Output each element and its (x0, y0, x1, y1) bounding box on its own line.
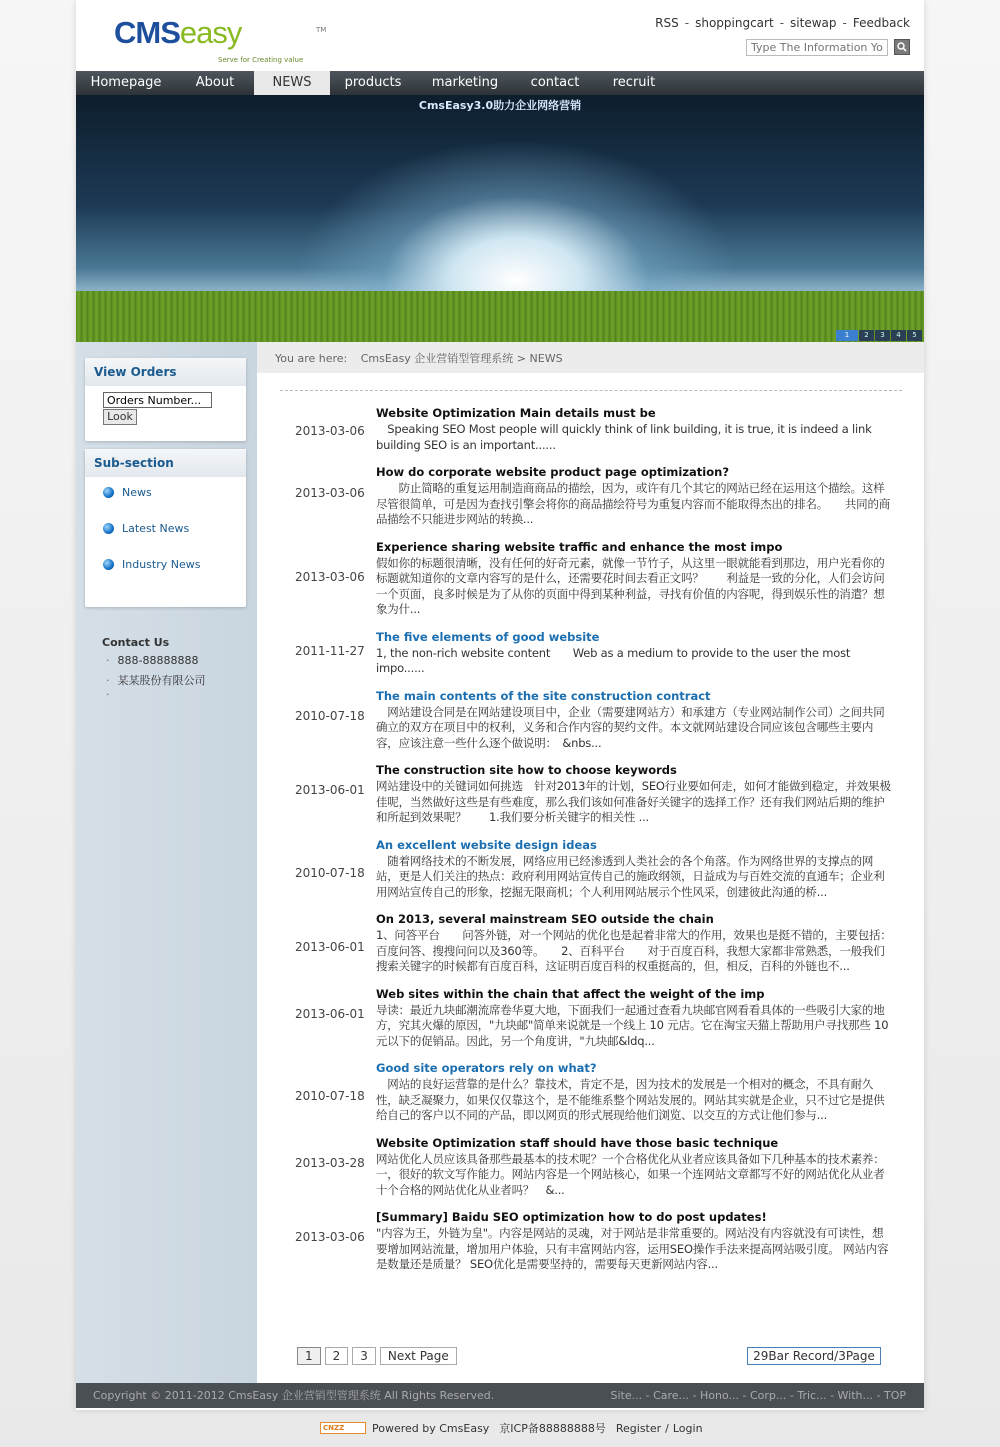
search-bar (746, 38, 910, 56)
contact-title: Contact Us (102, 636, 170, 649)
page-2-button[interactable]: 2 (325, 1347, 349, 1365)
hero-banner (76, 95, 924, 342)
footer (76, 1383, 924, 1408)
banner-slide-controls (835, 330, 922, 341)
contact-company-text: 某某股份有限公司 (117, 674, 206, 687)
list-item (276, 628, 896, 677)
article-title[interactable]: Website Optimization staff should have those basic technique (376, 1135, 779, 1150)
next-page-button[interactable]: Next Page (380, 1347, 457, 1365)
article-title[interactable]: [Summary] Baidu SEO optimization how to do post updates! (376, 1210, 767, 1224)
list-item (276, 1059, 896, 1124)
article-summary: 网站建设合同是在网站建设项目中，企业（需要建网站方）和承建方（专业网站制作公司）之间共同确立的双方在项目中的权利，义务和合作内容的契约文件。本文就网站建设合同应该包含哪些主要内容，应该注意一些什么逐个做说明： &nbs... (376, 704, 885, 750)
article-date: 2010-07-18 (295, 708, 365, 723)
subsection-item-latest-news[interactable] (103, 520, 189, 536)
login-link[interactable]: Login (672, 1421, 703, 1435)
article-date: 2011-11-27 (295, 643, 365, 658)
nav-products[interactable]: products (344, 75, 402, 90)
article-date: 2013-06-01 (295, 783, 365, 797)
article-date: 2013-03-06 (295, 424, 365, 438)
bottom-bar (320, 1420, 703, 1436)
article-summary: 防止简略的重复运用制造商商品的描绘，因为，或许有几个其它的网站已经在运用这个描绘。这样尽管很简单，可是因为查找引擎会将你的商品描绘符号为重复内容而不能取得杰出的排名。 共同的商品描绘不只能进步网站的转换... (376, 481, 891, 526)
top-link-rss[interactable]: RSS (655, 16, 679, 30)
article-summary: 假如你的标题很清晰，没有任何的好奇元素，就像一节竹子，从这里一眼就能看到那边，用户光看你的标题就知道你的文章内容写的是什么，还需要花时间去看正文吗？ 利益是一致的分化，人们会访问一个页面，良多时候是为了从你的页面中得到某种利益，寻找有价值的内容呢，得到娱乐性的消遣？想象为什... (376, 555, 885, 616)
article-summary: Speaking SEO Most people will quickly think of link building, it is true, it is indeed a link building SEO is an important...... (376, 422, 872, 452)
article-date: 2013-03-06 (295, 486, 365, 500)
subsection-item-label: Industry News (122, 557, 201, 571)
article-date: 2010-07-18 (295, 1089, 365, 1103)
logo-tagline: Serve for Creating value (218, 56, 304, 64)
breadcrumb-prefix: You are here: (275, 352, 348, 365)
contact-phone-text: 888-88888888 (117, 654, 199, 667)
article-title[interactable]: The main contents of the site construction contract (376, 688, 711, 703)
icp-number[interactable]: 京ICP备88888888号 (499, 1422, 606, 1435)
subsection-title: Sub-section (85, 449, 246, 477)
top-link-separator: - (684, 16, 690, 30)
logo-easy-text: easy (179, 15, 242, 50)
nav-recruit[interactable]: recruit (612, 75, 656, 90)
article-list (276, 404, 896, 1283)
sidebar (76, 342, 257, 1383)
article-summary: "内容为王，外链为皇"。内容是网站的灵魂，对于网站是非常重要的。网站没有内容就没有可读性，想要增加网站流量，增加用户体验，只有丰富网站内容，运用SEO操作手法来提高网站吸引度。 网站内容是数量还是质量？ SEO优化是需要坚持的，需要每天更新网站内容... (376, 1226, 889, 1271)
footer-link-corp[interactable]: Corp... (749, 1389, 787, 1402)
main-nav (76, 71, 924, 95)
breadcrumb (257, 342, 924, 373)
banner-grass-field (76, 291, 924, 342)
banner-caption: CmsEasy3.0助力企业网络营销 (418, 99, 582, 112)
article-title[interactable]: An excellent website design ideas (376, 837, 597, 852)
nav-about[interactable]: About (195, 75, 235, 90)
bullet-icon (103, 487, 114, 498)
article-title[interactable]: The five elements of good website (376, 629, 600, 644)
powered-by: Powered by CmsEasy (372, 1421, 490, 1435)
logo-cms-text: CMS (114, 15, 180, 50)
bullet-icon (103, 523, 114, 534)
banner-slide-5[interactable]: 5 (907, 330, 922, 341)
list-item (276, 538, 896, 618)
search-button[interactable] (894, 39, 910, 55)
article-title[interactable]: Experience sharing website traffic and enhance the most impo (376, 539, 783, 554)
list-item (276, 910, 896, 975)
footer-link-with[interactable]: With... (837, 1389, 874, 1402)
article-summary: 随着网络技术的不断发展，网络应用已经渗透到人类社会的各个角落。作为网络世界的支撑点的网站，更是人们关注的热点：政府利用网站宣传自己的施政纲领，日益成为与百姓交流的直通车；企业利用网站宣传自己的形象，挖掘无限商机；个人利用网站展示个性风采，创建彼此沟通的桥... (376, 853, 885, 899)
list-item (276, 761, 896, 826)
subsection-item-label: Latest News (122, 521, 190, 535)
article-date: 2013-06-01 (295, 940, 365, 954)
bullet-icon (103, 559, 114, 570)
nav-marketing[interactable]: marketing (431, 75, 499, 90)
search-input[interactable] (746, 39, 888, 56)
record-count: 29Bar Record/3Page (747, 1347, 881, 1365)
list-item (276, 1134, 896, 1199)
banner-slide-1[interactable]: 1 (836, 330, 858, 341)
article-title[interactable]: Web sites within the chain that affect the weight of the imp (376, 986, 765, 1001)
orders-title: View Orders (85, 358, 246, 386)
logo-tm: TM (316, 26, 327, 34)
article-date: 2013-03-06 (295, 1230, 365, 1244)
content-divider (280, 390, 902, 391)
orders-number-input[interactable] (103, 392, 212, 408)
site-logo[interactable] (114, 14, 327, 64)
article-date: 2013-03-28 (295, 1155, 365, 1170)
nav-contact[interactable]: contact (530, 75, 580, 90)
look-button[interactable]: Look (103, 409, 137, 425)
list-item (276, 985, 896, 1050)
nav-homepage[interactable]: Homepage (90, 75, 162, 90)
article-title[interactable]: On 2013, several mainstream SEO outside the chain (376, 912, 714, 926)
article-title[interactable]: Good site operators rely on what? (376, 1061, 597, 1075)
top-link-separator: - (842, 16, 847, 30)
article-title[interactable]: The construction site how to choose keywords (376, 763, 677, 777)
article-summary: 1, the non-rich website content Web as a medium to provide to the user the most impo...... (376, 645, 851, 675)
contact-phone: · 888-88888888 (106, 654, 199, 667)
banner-slide-2[interactable]: 2 (859, 330, 874, 341)
list-item (276, 687, 896, 752)
footer-link-top[interactable]: TOP (883, 1389, 906, 1402)
orders-box (85, 358, 246, 441)
list-item (276, 463, 896, 528)
article-summary: 1、问答平台 问答外链，对一个网站的优化也是起着非常大的作用，效果也是挺不错的，主要包括：百度问答、搜搜问问以及360等。 2、百科平台 对于百度百科，我想大家都非常熟悉，一般我们搜索关键字的时候都有百度百科，这证明百度百科的权重挺高的，但，相反，百科的外链也不... (376, 928, 892, 973)
footer-link-site[interactable]: Site... (610, 1389, 643, 1402)
register-link[interactable]: Register (615, 1421, 662, 1435)
top-links (655, 16, 910, 30)
article-title[interactable]: How do corporate website product page optimization? (376, 465, 730, 479)
contact-empty: · (106, 688, 110, 701)
banner-slide-3[interactable]: 3 (875, 330, 890, 341)
footer-link-hono[interactable]: Hono... (700, 1389, 740, 1402)
article-summary: 网站优化人员应该具备那些最基本的技术呢？一个合格优化从业者应该具备如下几种基本的技术素养： 一，很好的软文写作能力。网站内容是一个网站核心，如果一个连网站文章都写不好的网站优化从业者十个合格的网站优化从业者吗？ &... (376, 1151, 891, 1197)
article-summary: 网站建设中的关键词如何挑选 针对2013年的计划，SEO行业要如何走，如何才能做到稳定，并效果极佳呢，当然做好这些是有些难度，那么我们该如何准备好关键字的选择工作？还有我们网站后期的维护和所起到效果呢？ 1.我们要分析关键字的相关性 ... (376, 779, 891, 824)
subsection-box (85, 449, 246, 607)
logo-wordmark (114, 14, 241, 52)
subsection-item-label: News (122, 485, 152, 499)
article-summary: 导读：最近九块邮潮流席卷华夏大地，下面我们一起通过查看九块邮官网看看具体的一些吸引大家的地方，究其火爆的原因，"九块邮"简单来说就是一个线上 10 元店。它在淘宝天猫上帮助用户寻找那些 10 元以下的促销品。因此，另一个角度讲，"九块邮&ldq... (376, 1002, 889, 1048)
article-date: 2013-06-01 (295, 1006, 365, 1021)
list-item (276, 404, 896, 453)
top-link-sitewap[interactable]: sitewap (790, 16, 837, 30)
article-title[interactable]: Website Optimization Main details must be (376, 406, 656, 420)
page-3-button[interactable]: 3 (352, 1347, 376, 1365)
page-1-button[interactable]: 1 (297, 1347, 321, 1365)
subsection-item-industry-news[interactable] (103, 556, 200, 572)
top-link-feedback[interactable]: Feedback (852, 16, 910, 30)
article-date: 2013-03-06 (295, 569, 365, 584)
list-item (276, 836, 896, 901)
nav-news[interactable]: NEWS (254, 71, 330, 95)
subsection-item-news[interactable] (103, 484, 152, 500)
contact-company: · 某某股份有限公司 (106, 674, 206, 687)
bottom-separator: / (665, 1421, 669, 1435)
article-summary: 网站的良好运营靠的是什么？靠技术，肯定不是，因为技术的发展是一个相对的概念，不具有耐久性，缺乏凝聚力，如果仅仅靠这个，是不能维系整个网站发展的。网站其实就是企业，只不过它是提供给自己的客户以不同的产品，即以网页的形式展现给他们浏览、以交互的方式让他们参与... (376, 1077, 885, 1122)
list-item (276, 1208, 896, 1273)
footer-link-care[interactable]: Care... (653, 1389, 690, 1402)
cnzz-badge[interactable]: CNZZ (320, 1422, 366, 1434)
footer-link-tric[interactable]: Tric... (797, 1389, 827, 1402)
pagination (297, 1347, 461, 1365)
banner-slide-4[interactable]: 4 (891, 330, 906, 341)
footer-links: Site... - Care... - Hono... - Corp... - Tric... - With... - TOP (610, 1389, 906, 1402)
top-link-shoppingcart[interactable]: shoppingcart (695, 16, 774, 30)
footer-copyright: Copyright © 2011-2012 CmsEasy 企业营销型管理系统 All Rights Reserved. (93, 1389, 495, 1402)
article-date: 2010-07-18 (295, 865, 365, 880)
top-link-separator: - (779, 16, 785, 30)
page-container (76, 0, 924, 1410)
search-icon (897, 42, 907, 52)
breadcrumb-path[interactable]: CmsEasy 企业营销型管理系统 > NEWS (360, 352, 563, 365)
